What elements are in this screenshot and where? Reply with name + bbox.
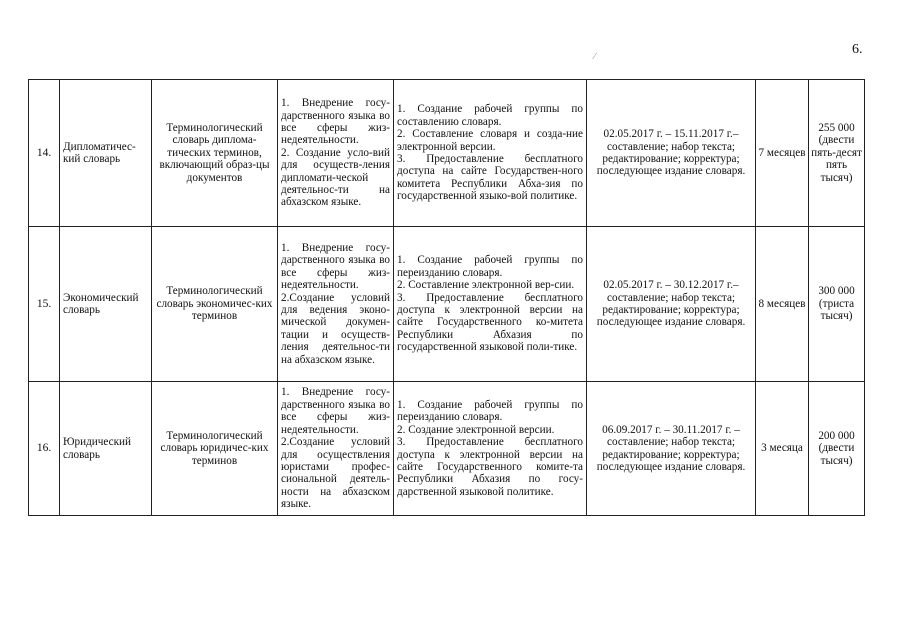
task-item: 1. Создание рабочей группы по переизданию словаря.: [397, 398, 583, 424]
sum-amount: 255 000: [818, 121, 855, 134]
dictionary-plan-table: [28, 79, 865, 516]
sum-in-words: (триста тысяч): [818, 297, 855, 323]
table-row: [29, 382, 865, 516]
period-cell: 06.09.2017 г. – 30.11.2017 г. – составление; набор текста; редактирование; корректура; последующее издание словаря.: [587, 382, 756, 516]
task-item: 2. Составление словаря и созда-ние электронной версии.: [397, 128, 583, 153]
goal-item: 1. Внедрение госу-дарственного языка во все сферы жиз-недеятельности.: [281, 241, 390, 292]
goal-item: 1. Внедрение госу-дарственного языка во все сферы жиз-недеятельности.: [281, 386, 390, 436]
tasks-cell: [394, 227, 587, 382]
goal-item: 2.Создание условий для осуществления юристами профес-сиональной деятель-ности на абхазском языке.: [281, 436, 390, 511]
page-number: 6.: [852, 42, 863, 57]
sum-cell: [809, 227, 865, 382]
task-item: 1. Создание рабочей группы по составлению словаря.: [397, 103, 583, 128]
goal-item: 2.Создание условий для ведения эконо-мической докумен-тации и осуществ-ления деятельнос-ти на абхазском языке.: [281, 291, 390, 366]
task-item: 1. Создание рабочей группы по переизданию словаря.: [397, 254, 583, 279]
task-item: 3. Предоставление бесплатного доступа на сайте Государствен-ного комитета Республики Абха-зия по государственной языко-вой политике.: [397, 153, 583, 203]
goals-cell: [278, 227, 394, 382]
sum-cell: [809, 382, 865, 516]
dictionary-description: Терминологический словарь диплома-тических терминов, включающий образ-цы документов: [152, 80, 278, 227]
stray-mark: ⁄: [594, 51, 596, 61]
period-cell: 02.05.2017 г. – 30.12.2017 г.– составление; набор текста; редактирование; корректура; последующее издание словаря.: [587, 227, 756, 382]
row-number: 16.: [29, 382, 60, 516]
sum-in-words: (двести пять-десят пять тысяч): [811, 134, 862, 184]
dictionary-name: Дипломатичес-кий словарь: [60, 80, 152, 227]
tasks-cell: [394, 382, 587, 516]
task-item: 3. Предоставление бесплатного доступа к электронной версии на сайте Государственного ко-митета Республики Абхазия по государственной языковой поли-тике.: [397, 291, 583, 354]
task-item: 2. Создание электронной версии.: [397, 423, 555, 436]
goals-cell: [278, 382, 394, 516]
sum-amount: 200 000: [818, 429, 855, 442]
dictionary-description: Терминологический словарь юридичес-ких терминов: [152, 382, 278, 516]
duration-cell: 8 месяцев: [756, 227, 809, 382]
tasks-cell: [394, 80, 587, 227]
sum-amount: 300 000: [818, 285, 855, 298]
sum-cell: [809, 80, 865, 227]
task-item: 3. Предоставление бесплатного доступа к электронной версии на сайте Государственного комите-та Республики Абхазия по госу-дарственной языковой политике.: [397, 436, 583, 498]
goals-cell: [278, 80, 394, 227]
duration-cell: 7 месяцев: [756, 80, 809, 227]
goal-item: 2. Создание усло-вий для осуществ-ления дипломати-ческой деятельнос-ти на абхазском языке.: [281, 146, 390, 209]
dictionary-name: Юридический словарь: [60, 382, 152, 516]
table-row: [29, 80, 865, 227]
period-cell: 02.05.2017 г. – 15.11.2017 г.– составление; набор текста; редактирование; корректура; последующее издание словаря.: [587, 80, 756, 227]
row-number: 14.: [29, 80, 60, 227]
sum-in-words: (двести тысяч): [818, 442, 855, 467]
dictionary-description: Терминологический словарь экономичес-ких терминов: [152, 227, 278, 382]
goal-item: 1. Внедрение госу-дарственного языка во все сферы жиз-недеятельности.: [281, 97, 390, 147]
table-row: [29, 227, 865, 382]
row-number: 15.: [29, 227, 60, 382]
task-item: 2. Составление электронной вер-сии.: [397, 279, 575, 292]
dictionary-name: Экономический словарь: [60, 227, 152, 382]
duration-cell: 3 месяца: [756, 382, 809, 516]
